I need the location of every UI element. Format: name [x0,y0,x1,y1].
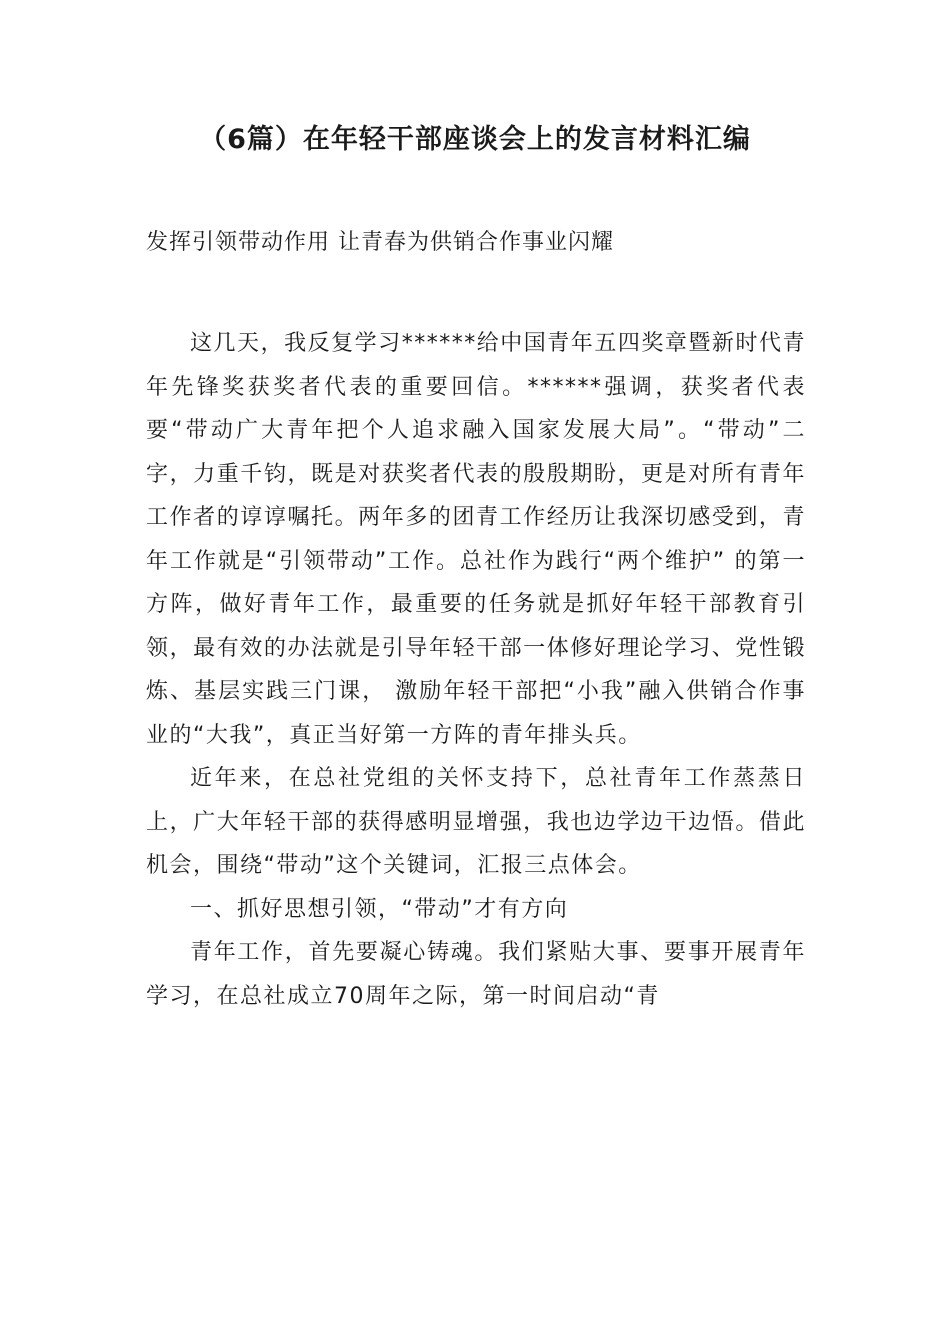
document-title: （6篇）在年轻干部座谈会上的发言材料汇编 [199,124,751,155]
section-heading: 一、抓好思想引领，“带动”才有方向 [190,896,569,922]
document-body [146,322,806,1018]
document-subtitle: 发挥引领带动作用 让青春为供销合作事业闪耀 [146,230,614,255]
body-paragraph: 近年来，在总社党组的关怀支持下，总社青年工作蒸蒸日上，广大年轻干部的获得感明显增强，我也边学边干边悟。借此机会，围绕“带动”这个关键词，汇报三点体会。 [146,766,806,878]
body-paragraph: 青年工作，首先要凝心铸魂。我们紧贴大事、要事开展青年学习，在总社成立70周年之际，第一时间启动“青 [146,940,806,1009]
body-paragraph: 这几天，我反复学习******给中国青年五四奖章暨新时代青年先锋奖获奖者代表的重要回信。******强调，获奖者代表要“带动广大青年把个人追求融入国家发展大局”。“带动”二字，力重千钧，既是对获奖者代表的殷殷期盼，更是对所有青年工作者的谆谆嘱托。两年多的团青工作经历让我深切感受到，青年工作就是“引领带动”工作。总社作为践行“两个维护” 的第一方阵，做好青年工作，最重要的任务就是抓好年轻干部教育引领，最有效的办法就是引导年轻干部一体修好理论学习、党性锻炼、基层实践三门课， 激励年轻干部把“小我”融入供销合作事业的“大我”，真正当好第一方阵的青年排头兵。 [146,331,806,748]
